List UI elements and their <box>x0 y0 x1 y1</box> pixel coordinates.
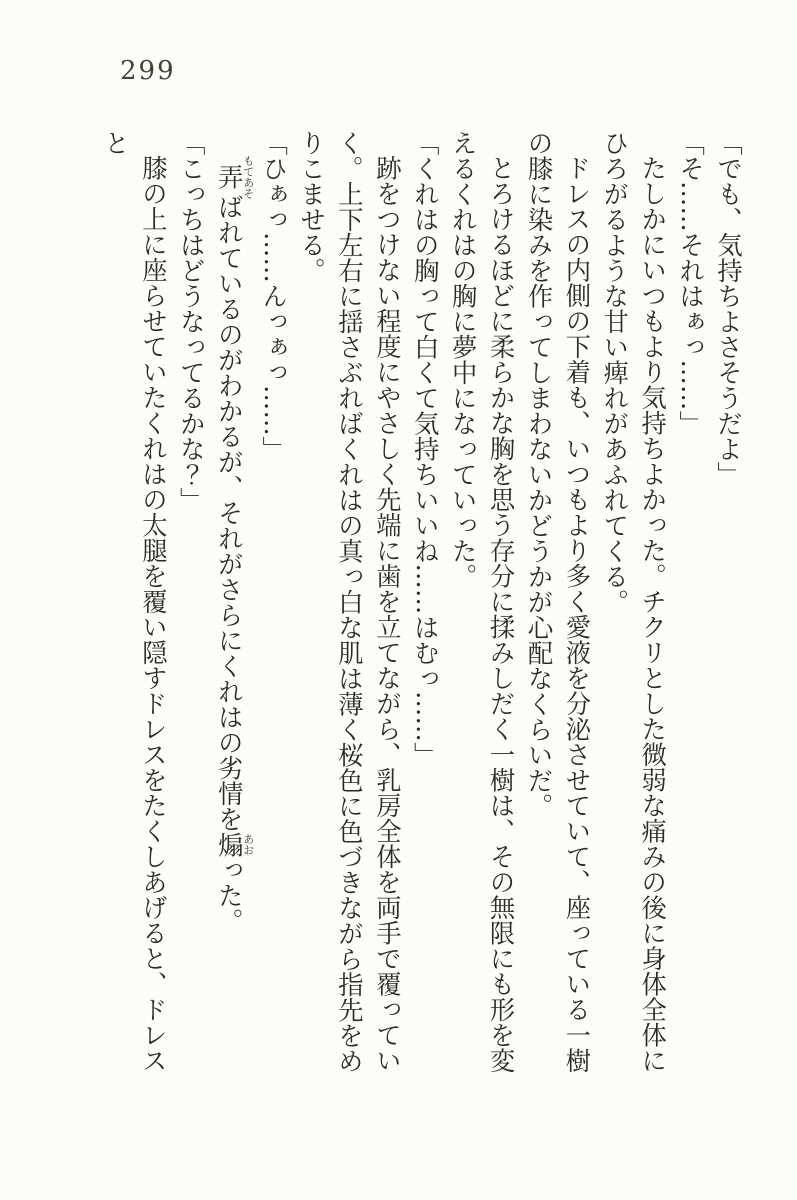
dialogue-paragraph: 「ひぁっ……んっぁっ……」 <box>259 130 289 462</box>
narrative-paragraph: とろけるほどに柔らかな胸を思う存分に揉みしだく一樹は、その無限にも形を変えるくれはの胸に夢中になっていった。 <box>448 130 516 1074</box>
page-number: 299 <box>120 56 176 86</box>
ruby-annotated-kanji: 煽あお <box>214 831 255 858</box>
narrative-paragraph: 膝の上に座らせていたくれはの太腿を覆い隠すドレスをたくしあげると、ドレスと <box>101 130 168 1074</box>
narrative-paragraph: たしかにいつもより気持ちよかった。チクリとした微弱な痛みの後に身体全体にひろがるような甘い痺れがあふれてくる。 <box>600 130 668 1074</box>
text-block <box>96 130 747 1096</box>
dialogue-paragraph: 「そ……それはぁっ……」 <box>676 130 706 436</box>
narrative-paragraph: 跡をつけない程度にやさしく先端に歯を立てながら、乳房全体を両手で覆っていく。上下左右に揺さぶればくれはの真っ白な肌は薄く桜色に色づきながら指先をめりこませる。 <box>297 130 402 1074</box>
dialogue-paragraph: 「でも、気持ちよさそうだよ」 <box>714 130 743 487</box>
dialogue-paragraph: 「くれはの胸って白くて気持ちいいね……はむっ……」 <box>410 130 440 768</box>
narrative-paragraph: 弄もてあそばれているのがわかるが、それがさらにくれはの劣情を煽あおった。 <box>214 155 255 934</box>
ruby-annotated-kanji: 弄もてあそ <box>214 155 255 200</box>
narrative-paragraph: ドレスの内側の下着も、いつもより多く愛液を分泌させていて、座っている一樹の膝に染みを作ってしまわないかどうかが心配なくらいだ。 <box>524 130 592 1074</box>
dialogue-paragraph: 「こっちはどうなってるかな？」 <box>176 130 206 513</box>
